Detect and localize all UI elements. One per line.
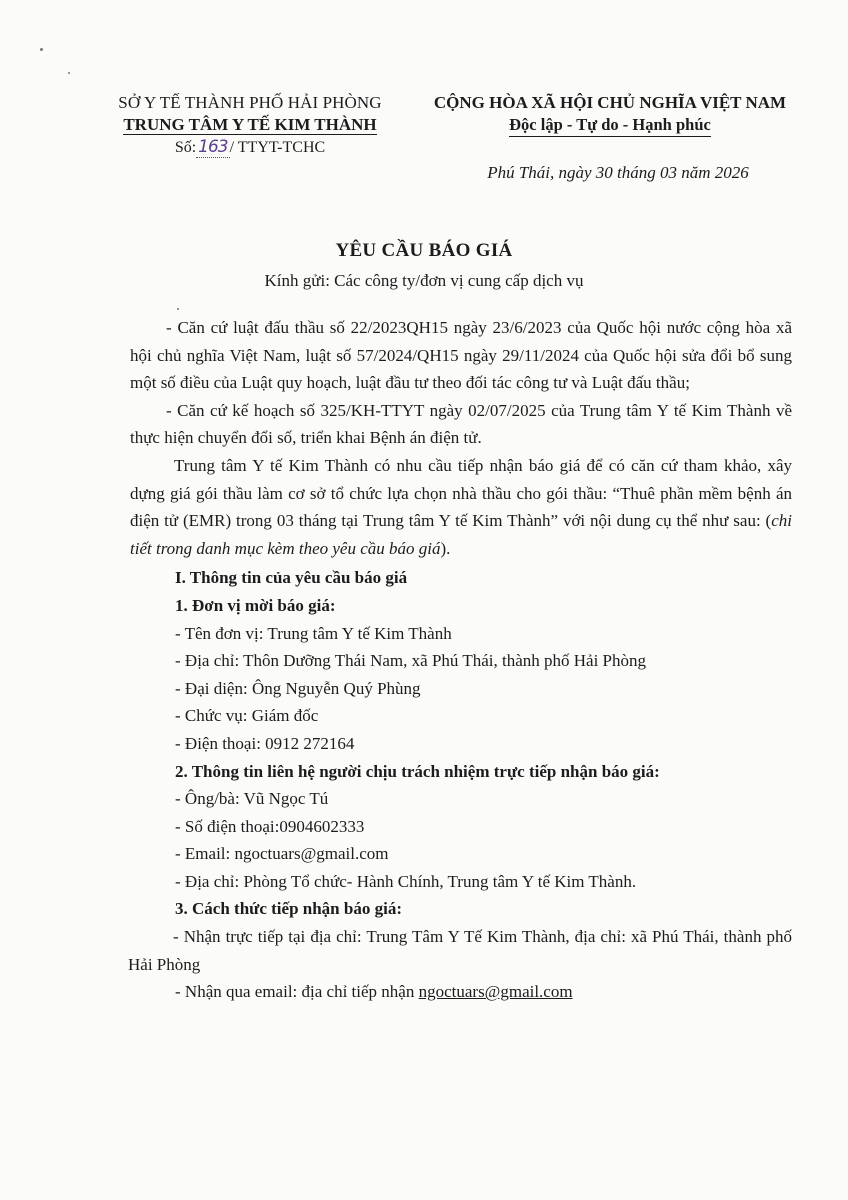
list-item: - Điện thoại: 0912 272164 (175, 733, 355, 753)
document-title: YÊU CẦU BÁO GIÁ (335, 240, 513, 261)
list-item: - Đại diện: Ông Nguyễn Quý Phùng (175, 678, 421, 698)
list-item: - Chức vụ: Giám đốc (175, 706, 319, 726)
purpose-paragraph: Trung tâm Y tế Kim Thành có nhu cầu tiếp nhận báo giá để có căn cứ tham khảo, xây dựng giá gói thầu làm cơ sở tổ chức lựa chọn nhà thầu cho gói thầu: “Thuê phần mềm bệnh án điện tử (EMR) trong 03 tháng tại Trung tâm Y tế Kim Thành” với nội dung cụ thể như sau: (chi tiết trong danh mục kèm theo yêu cầu báo giá). (130, 455, 792, 558)
section-heading: I. Thông tin của yêu cầu báo giá (175, 568, 408, 588)
list-item: - Nhận qua email: địa chỉ tiếp nhận ngoctuars@gmail.com (175, 982, 573, 1002)
scan-speck (68, 72, 70, 74)
number-suffix: / TTYT-TCHC (229, 139, 326, 156)
national-motto: Độc lập - Tự do - Hạnh phúc (509, 114, 711, 137)
subsection-heading-1: 1. Đơn vị mời báo giá: (175, 595, 336, 615)
legal-basis-1: - Căn cứ luật đấu thầu số 22/2023QH15 ngày 23/6/2023 của Quốc hội nước cộng hòa xã hội chủ nghĩa Việt Nam, luật số 57/2024/QH15 ngày 29/11/2024 của Quốc hội sửa đổi bổ sung một số điều của Luật quy hoạch, luật đầu tư theo đối tác công tư và Luật đấu thầu; (130, 318, 792, 393)
scan-speck (177, 308, 179, 310)
number-label: Số: (174, 139, 197, 156)
document-body (130, 314, 792, 1006)
scan-speck (40, 48, 43, 51)
list-item: - Ông/bà: Vũ Ngọc Tú (175, 789, 329, 809)
handwritten-number: 163 (198, 137, 228, 157)
list-item: - Nhận trực tiếp tại địa chỉ: Trung Tâm Y Tế Kim Thành, địa chỉ: xã Phú Thái, thành phố Hải Phòng (128, 927, 792, 974)
purpose-italic: chi tiết trong danh mục kèm theo yêu cầu báo giá (130, 511, 792, 558)
list-item: - Số điện thoại:0904602333 (175, 816, 365, 836)
document-date: Phú Thái, ngày 30 tháng 03 năm 2026 (487, 163, 749, 182)
list-item: - Email: ngoctuars@gmail.com (175, 844, 389, 864)
list-item: - Địa chỉ: Phòng Tổ chức- Hành Chính, Trung tâm Y tế Kim Thành. (175, 871, 637, 891)
list-item: - Địa chỉ: Thôn Dưỡng Thái Nam, xã Phú Thái, thành phố Hải Phòng (175, 651, 647, 671)
document-number (100, 136, 400, 159)
national-heading (412, 92, 808, 137)
subsection-heading-2: 2. Thông tin liên hệ người chịu trách nhiệm trực tiếp nhận báo giá: (175, 761, 660, 781)
list-item: - Tên đơn vị: Trung tâm Y tế Kim Thành (175, 623, 452, 643)
recipient-line: Kính gửi: Các công ty/đơn vị cung cấp dịch vụ (264, 271, 584, 290)
issuer-name: TRUNG TÂM Y TẾ KIM THÀNH (123, 115, 377, 134)
country-name: CỘNG HÒA XÃ HỘI CHỦ NGHĨA VIỆT NAM (433, 93, 787, 112)
subsection-heading-3: 3. Cách thức tiếp nhận báo giá: (175, 899, 402, 919)
legal-basis-2: - Căn cứ kế hoạch số 325/KH-TTYT ngày 02/07/2025 của Trung tâm Y tế Kim Thành về thực hiện chuyển đổi số, triển khai Bệnh án điện tử. (130, 400, 792, 448)
issuer-block (100, 92, 400, 159)
email-link[interactable]: ngoctuars@gmail.com (418, 982, 573, 1002)
ministry-name: SỞ Y TẾ THÀNH PHỐ HẢI PHÒNG (118, 93, 382, 112)
